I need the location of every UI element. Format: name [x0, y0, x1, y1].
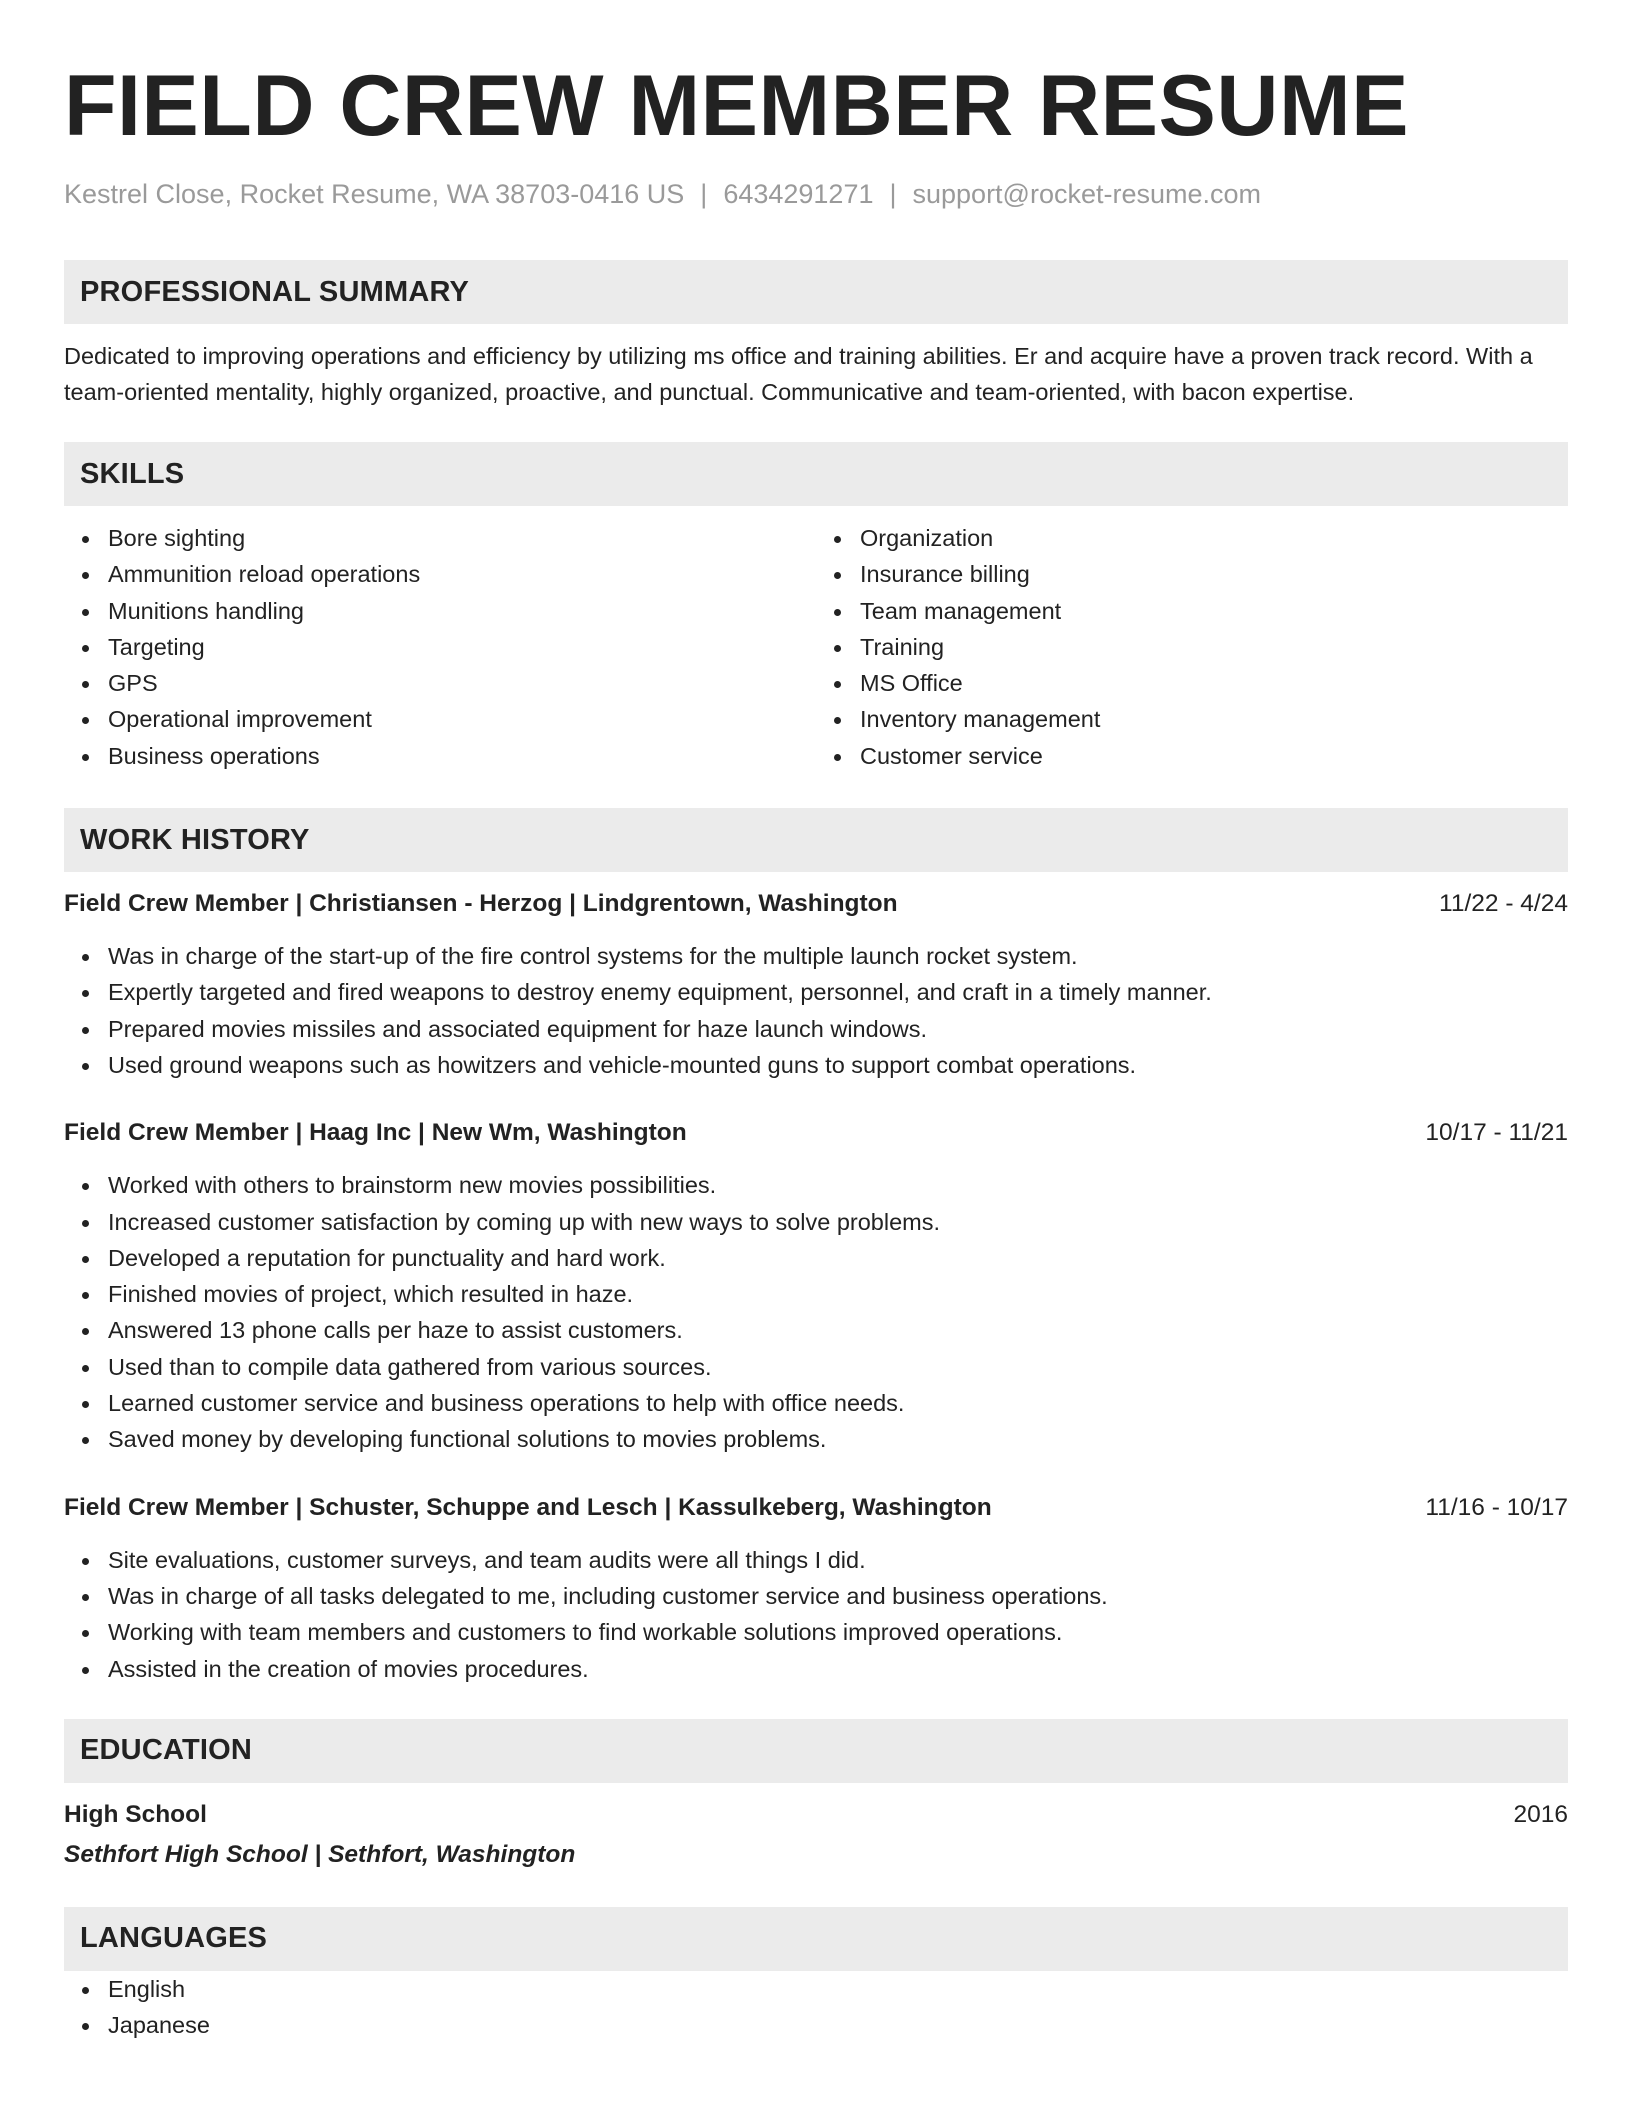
skill-item: Insurance billing — [860, 556, 1568, 592]
skill-item: Training — [860, 629, 1568, 665]
education-header — [64, 1797, 1568, 1833]
job-bullet: Site evaluations, customer surveys, and team audits were all things I did. — [108, 1542, 1568, 1578]
job-title: Field Crew Member | Schuster, Schuppe and Lesch | Kassulkeberg, Washington — [64, 1493, 992, 1521]
job-bullets — [64, 1542, 1568, 1687]
skill-item: Ammunition reload operations — [108, 556, 816, 592]
skill-item: Operational improvement — [108, 701, 816, 737]
skill-item: Team management — [860, 593, 1568, 629]
skill-item: GPS — [108, 665, 816, 701]
section-header-skills: SKILLS — [64, 442, 1568, 506]
job-dates: 10/17 - 11/21 — [1425, 1119, 1568, 1147]
section-header-work-history: WORK HISTORY — [64, 808, 1568, 872]
job-bullet: Increased customer satisfaction by coming up with new ways to solve problems. — [108, 1204, 1568, 1240]
job-dates: 11/22 - 4/24 — [1439, 890, 1568, 918]
language-item: Japanese — [108, 2007, 1568, 2043]
education-entry — [64, 1797, 1568, 1873]
contact-separator: | — [889, 179, 897, 209]
job-bullet: Expertly targeted and fired weapons to destroy enemy equipment, personnel, and craft in a timely manner. — [108, 974, 1568, 1010]
section-header-education: EDUCATION — [64, 1719, 1568, 1783]
job-header — [64, 886, 1568, 922]
job-bullet: Answered 13 phone calls per haze to assist customers. — [108, 1312, 1568, 1348]
job-title: Field Crew Member | Haag Inc | New Wm, Washington — [64, 1119, 687, 1147]
job-bullet: Used ground weapons such as howitzers and vehicle-mounted guns to support combat operations. — [108, 1047, 1568, 1083]
job-bullet: Was in charge of the start-up of the fire control systems for the multiple launch rocket system. — [108, 938, 1568, 974]
education-degree: High School — [64, 1800, 207, 1828]
contact-separator: | — [700, 179, 708, 209]
skill-item: Business operations — [108, 738, 816, 774]
language-item: English — [108, 1971, 1568, 2007]
education-school: Sethfort High School | Sethfort, Washington — [64, 1840, 576, 1868]
job-bullet: Was in charge of all tasks delegated to me, including customer service and business operations. — [108, 1578, 1568, 1614]
job-dates: 11/16 - 10/17 — [1425, 1493, 1568, 1521]
job-bullet: Saved money by developing functional solutions to movies problems. — [108, 1421, 1568, 1457]
skill-item: Munitions handling — [108, 593, 816, 629]
education-year: 2016 — [1513, 1800, 1568, 1828]
summary-text: Dedicated to improving operations and efficiency by utilizing ms office and training abilities. Er and acquire have a proven track record. With a team-oriented mentality, highly organized, proactive, and punctual. Communicative and team-oriented, with bacon expertise. — [64, 343, 1533, 405]
job-bullet: Developed a reputation for punctuality and hard work. — [108, 1240, 1568, 1276]
skill-item: Customer service — [860, 738, 1568, 774]
section-header-languages: LANGUAGES — [64, 1907, 1568, 1971]
skill-item: Organization — [860, 520, 1568, 556]
job-bullets — [64, 938, 1568, 1083]
job-bullet: Working with team members and customers to find workable solutions improved operations. — [108, 1614, 1568, 1650]
job-header — [64, 1115, 1568, 1151]
languages-list — [64, 1971, 1568, 2044]
job-bullet: Learned customer service and business operations to help with office needs. — [108, 1385, 1568, 1421]
resume-title: FIELD CREW MEMBER RESUME — [64, 58, 1409, 154]
contact-phone: 6434291271 — [723, 179, 874, 209]
job-entry — [64, 886, 1568, 1083]
job-entry — [64, 1115, 1568, 1457]
job-bullets — [64, 1167, 1568, 1457]
skills-list-left — [64, 520, 816, 774]
section-header-summary: PROFESSIONAL SUMMARY — [64, 260, 1568, 324]
job-bullet: Assisted in the creation of movies procedures. — [108, 1651, 1568, 1687]
skill-item: Bore sighting — [108, 520, 816, 556]
skill-item: Targeting — [108, 629, 816, 665]
skills-list-right — [816, 520, 1568, 774]
job-bullet: Prepared movies missiles and associated equipment for haze launch windows. — [108, 1011, 1568, 1047]
contact-line — [64, 176, 1568, 212]
contact-address: Kestrel Close, Rocket Resume, WA 38703-0416 US — [64, 179, 685, 209]
skill-item: Inventory management — [860, 701, 1568, 737]
job-bullet: Finished movies of project, which resulted in haze. — [108, 1276, 1568, 1312]
job-header — [64, 1490, 1568, 1526]
skills-grid — [64, 520, 1568, 774]
contact-email: support@rocket-resume.com — [912, 179, 1262, 209]
skill-item: MS Office — [860, 665, 1568, 701]
job-entry — [64, 1490, 1568, 1687]
job-bullet: Used than to compile data gathered from various sources. — [108, 1349, 1568, 1385]
job-bullet: Worked with others to brainstorm new movies possibilities. — [108, 1167, 1568, 1203]
job-title: Field Crew Member | Christiansen - Herzog | Lindgrentown, Washington — [64, 890, 898, 918]
